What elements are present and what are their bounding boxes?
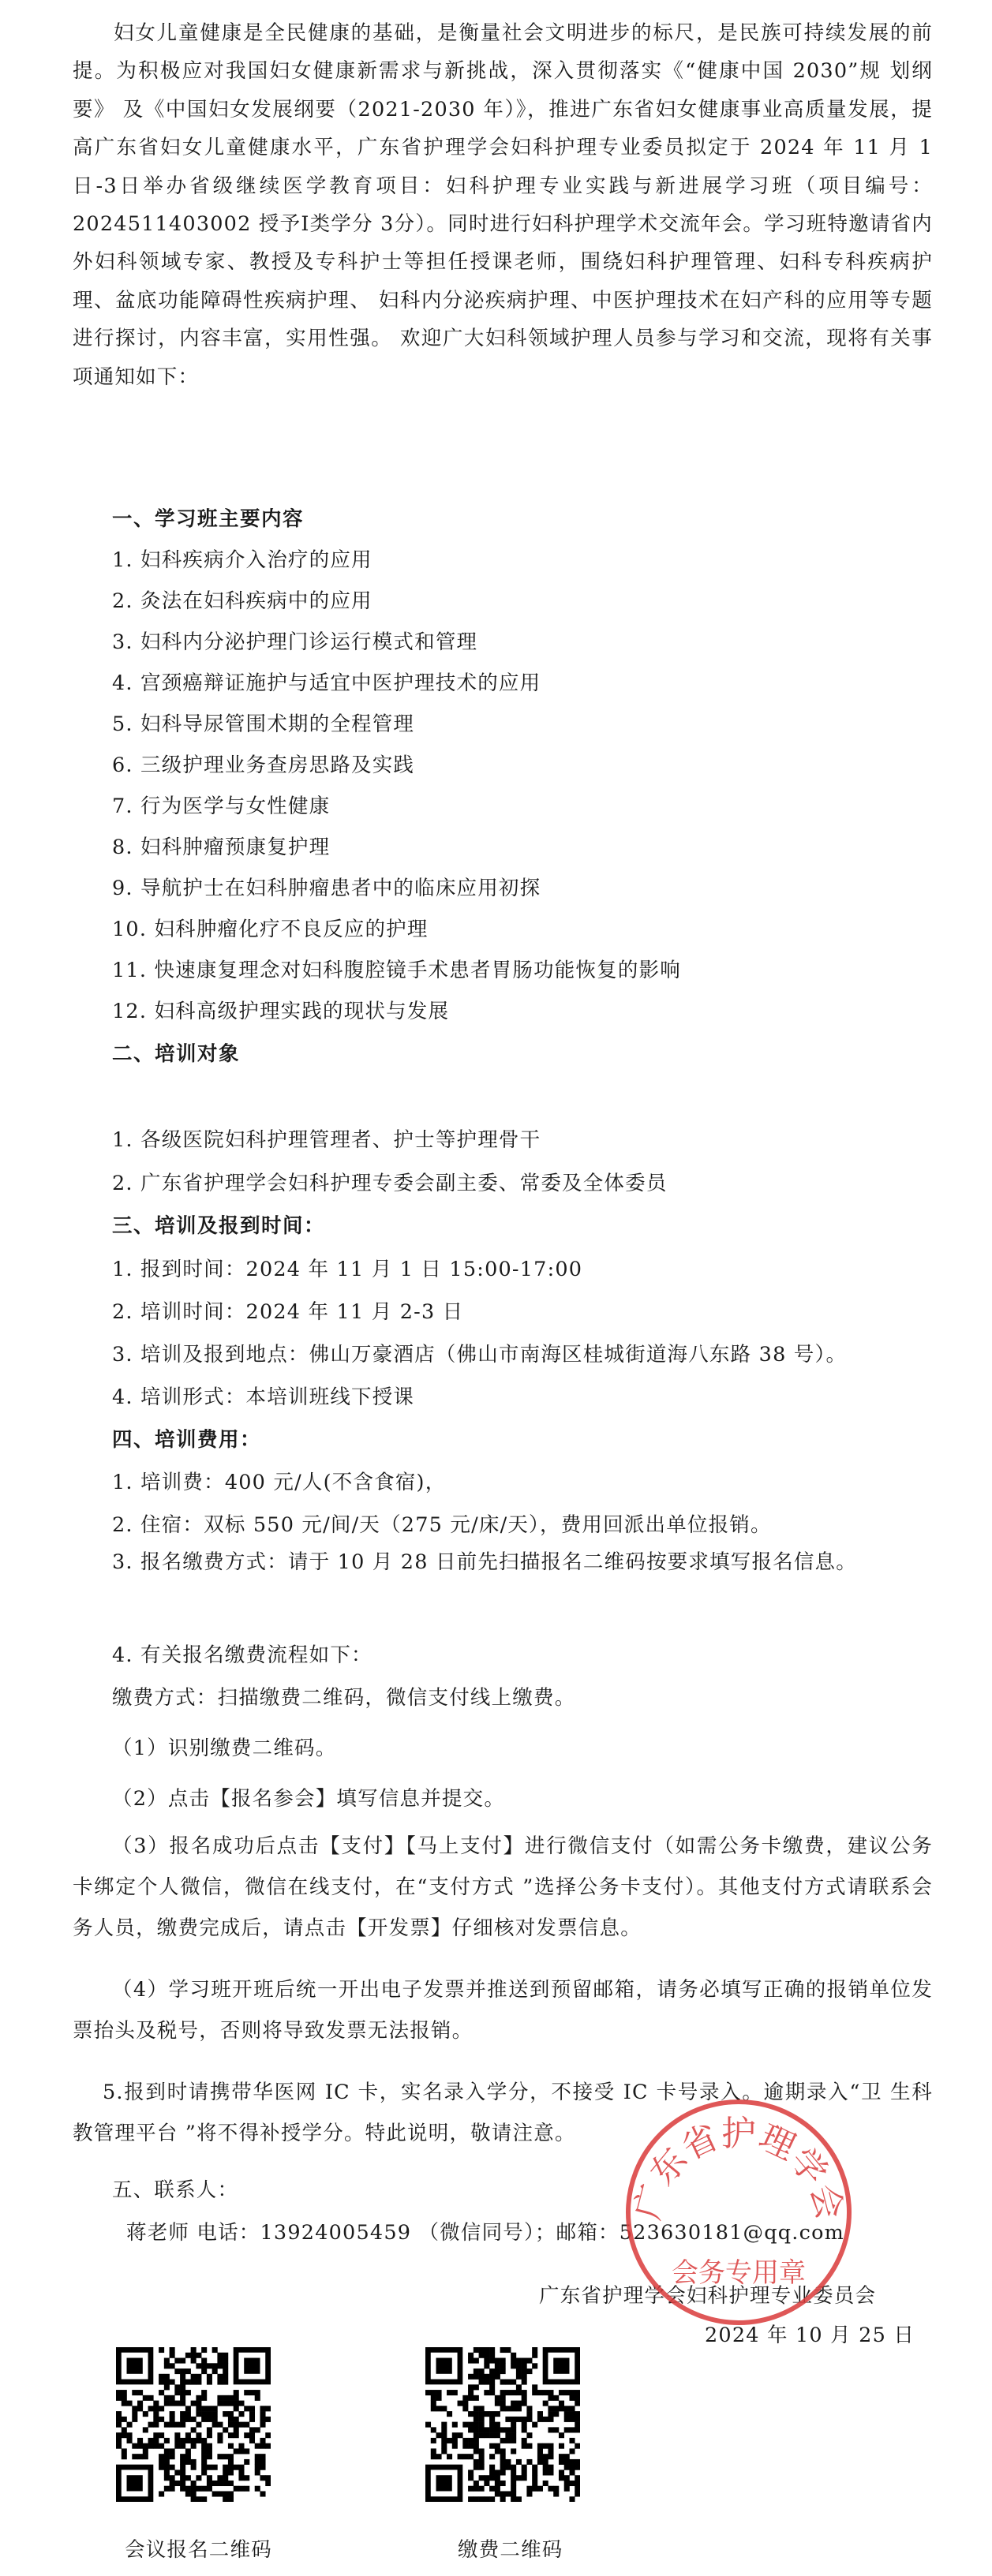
pay-step: （1）识别缴费二维码。 [112, 1737, 337, 1760]
content-item: 3. 妇科内分泌护理门诊运行模式和管理 [112, 630, 478, 654]
ic-card-note: 5.报到时请携带华医网 IC 卡，实名录入学分，不接受 IC 卡号录入。逾期录入“卫 生科教管理平台 ”将不得补授学分。特此说明，敬请注意。 [73, 2081, 933, 2145]
content-item: 2. 灸法在妇科疾病中的应用 [112, 589, 372, 613]
official-seal [620, 2094, 857, 2331]
content-item: 10. 妇科肿瘤化疗不良反应的护理 [112, 918, 429, 941]
content-item: 9. 导航护士在妇科肿瘤患者中的临床应用初探 [112, 877, 541, 900]
content-item: 7. 行为医学与女性健康 [112, 794, 331, 818]
content-item: 6. 三级护理业务查房思路及实践 [112, 753, 415, 777]
payment-qr-caption: 缴费二维码 [458, 2538, 563, 2562]
intro-paragraph: 妇女儿童健康是全民健康的基础，是衡量社会文明进步的标尺，是民族可持续发展的前提。为积极应对我国妇女健康新需求与新挑战，深入贯彻落实《“健康中国 2030”规 划纲要》 及《中国妇女发展纲要（2021-2030 年）》，推进广东省妇女健康事业高质量发展，提高广东省妇女儿童健康水平，广东省护理学会妇科护理专业委员拟定于 2024 年 11 月 1日-3日举办省级继续医学教育项目：妇科护理专业实践与新进展学习班（项目编号：2024511403002 授予Ⅰ类学分 3分）。同时进行妇科护理学术交流年会。学习班特邀请省内外妇科领域专家、教授及专科护士等担任授课老师，围绕妇科护理管理、妇科专科疾病护理、盆底功能障碍性疾病护理、 妇科内分泌疾病护理、中医护理技术在妇产科的应用等专题进行探讨，内容丰富，实用性强。 欢迎广大妇科领域护理人员参与学习和交流，现将有关事项通知如下： [73, 21, 933, 389]
content-item: 11. 快速康复理念对妇科腹腔镜手术患者胃肠功能恢复的影响 [112, 959, 681, 982]
seal-center-text: 会务专用章 [672, 2257, 806, 2289]
content-item: 12. 妇科高级护理实践的现状与发展 [112, 1000, 450, 1023]
section-2-heading: 二、培训对象 [112, 1042, 241, 1066]
content-item: 1. 妇科疾病介入治疗的应用 [112, 548, 372, 572]
seal-arc-text: 广东省护理学会 [627, 2114, 851, 2224]
content-item: 5. 妇科导尿管围术期的全程管理 [112, 712, 415, 736]
registration-qr-code[interactable] [116, 2347, 271, 2502]
contact-info: 蒋老师 电话：13924005459 （微信同号）；邮箱：523630181@qq.com [126, 2221, 845, 2245]
section-3-heading: 三、培训及报到时间： [112, 1214, 326, 1238]
content-item: 4. 宫颈癌辩证施护与适宜中医护理技术的应用 [112, 671, 541, 695]
fee-item: 1. 培训费：400 元/人(不含食宿)， [112, 1471, 447, 1494]
pay-step: （3）报名成功后点击【支付】【马上支付】进行微信支付（如需公务卡缴费，建议公务卡绑定个人微信，微信在线支付，在“支付方式 ”选择公务卡支付）。其他支付方式请联系会务人员，缴费完成后，请点击【开发票】仔细核对发票信息。 [73, 1834, 933, 1940]
process-item: 4. 有关报名缴费流程如下： [112, 1643, 372, 1667]
lodging-item: 2. 住宿：双标 550 元/间/天（275 元/床/天），费用回派出单位报销。 [112, 1513, 772, 1537]
payment-qr-code[interactable] [425, 2347, 580, 2502]
svg-text:广东省护理学会 [627, 2114, 850, 2223]
section-1-heading: 一、学习班主要内容 [112, 507, 305, 531]
target-item: 1. 各级医院妇科护理管理者、护士等护理骨干 [112, 1128, 541, 1152]
registration-qr-caption: 会议报名二维码 [125, 2538, 272, 2562]
section-5-heading: 五、联系人： [112, 2178, 239, 2202]
time-item: 2. 培训时间：2024 年 11 月 2-3 日 [112, 1300, 464, 1324]
format-item: 4. 培训形式：本培训班线下授课 [112, 1385, 415, 1409]
pay-step: （4）学习班开班后统一开出电子发票并推送到预留邮箱，请务必填写正确的报销单位发票抬头及税号，否则将导致发票无法报销。 [73, 1978, 933, 2043]
pay-step: （2）点击【报名参会】填写信息并提交。 [112, 1787, 506, 1811]
section-4-heading: 四、培训费用： [112, 1428, 262, 1452]
venue-item: 3. 培训及报到地点：佛山万豪酒店（佛山市南海区桂城街道海八东路 38 号）。 [112, 1343, 848, 1367]
time-item: 1. 报到时间：2024 年 11 月 1 日 15:00-17:00 [112, 1258, 583, 1281]
signature-org: 广东省护理学会妇科护理专业委员会 [539, 2284, 877, 2308]
pay-method: 缴费方式：扫描缴费二维码，微信支付线上缴费。 [112, 1686, 576, 1710]
target-item: 2. 广东省护理学会妇科护理专委会副主委、常委及全体委员 [112, 1172, 668, 1195]
content-item: 8. 妇科肿瘤预康复护理 [112, 836, 331, 859]
registration-item: 3. 报名缴费方式：请于 10 月 28 日前先扫描报名二维码按要求填写报名信息。 [112, 1550, 857, 1574]
signature-date: 2024 年 10 月 25 日 [705, 2324, 915, 2347]
